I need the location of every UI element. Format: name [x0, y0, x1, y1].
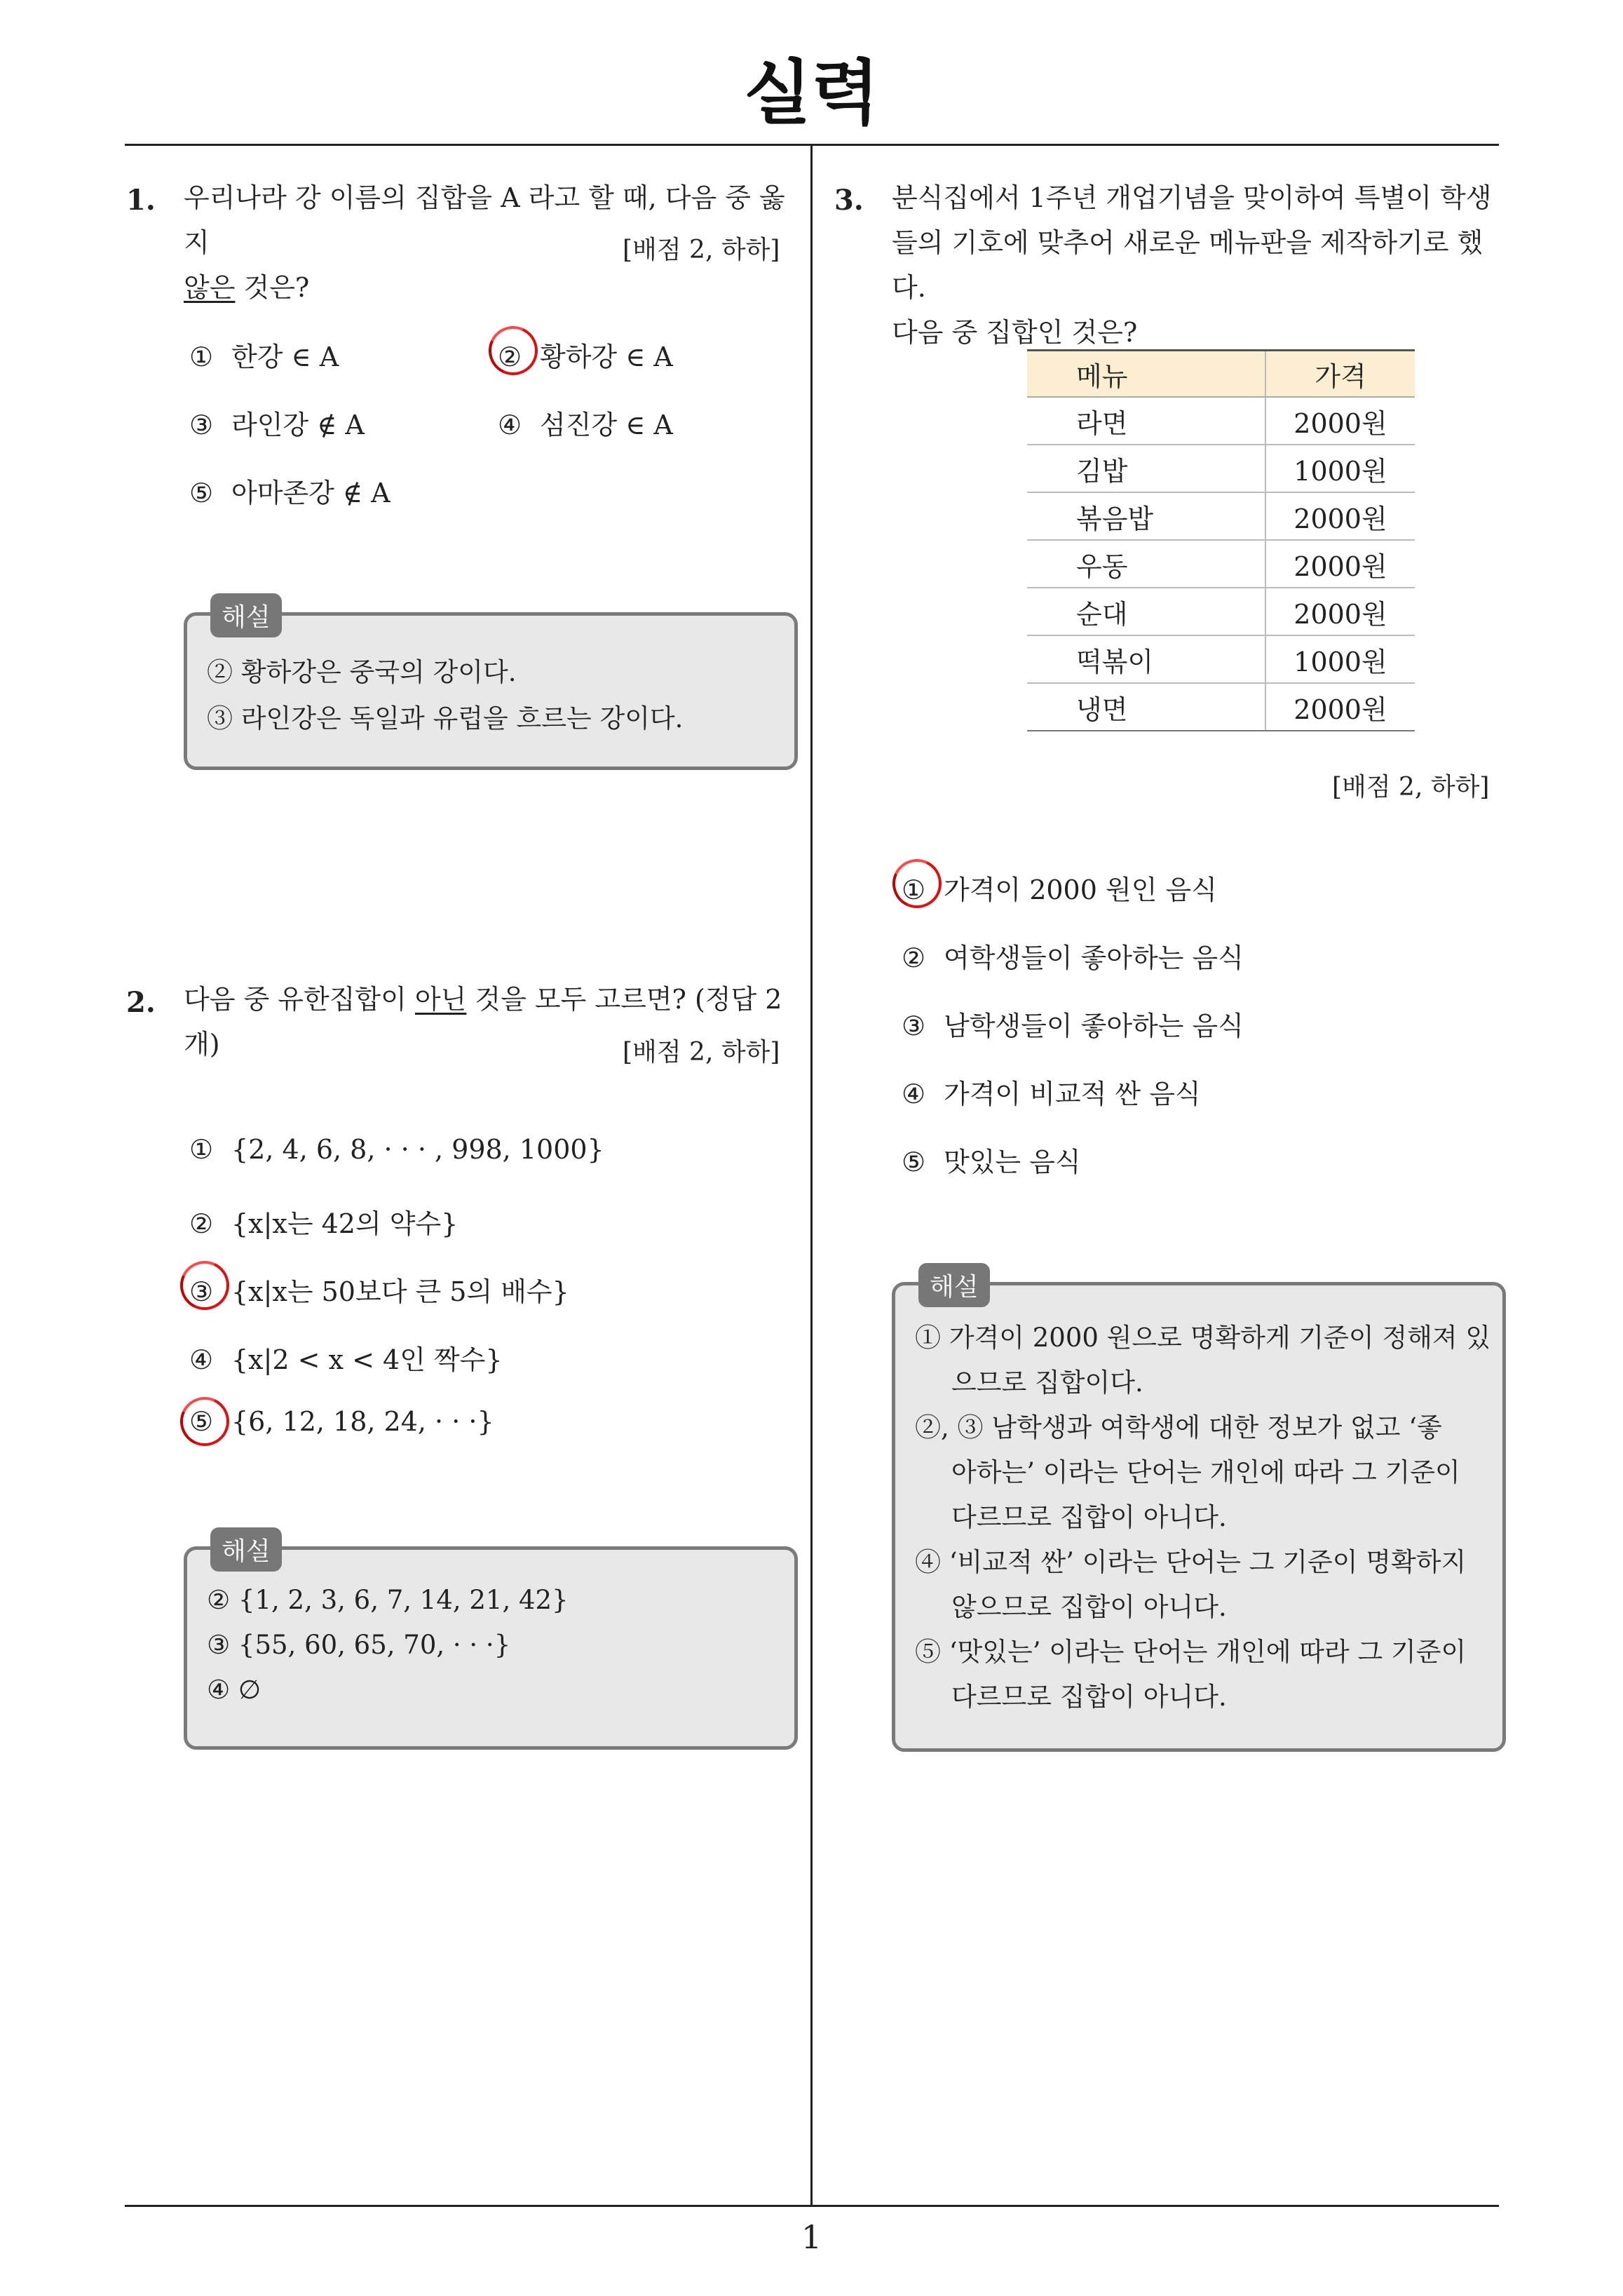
column-header-price: 가격 — [1265, 351, 1415, 398]
option-text: 황하강 ∈ A — [540, 342, 673, 372]
option-text: 아마존강 ∉ A — [231, 478, 391, 508]
option-4[interactable] — [498, 403, 673, 442]
menu-cell: 냉면 — [1027, 683, 1265, 731]
option-4[interactable] — [902, 1072, 1201, 1111]
option-4[interactable] — [189, 1338, 503, 1377]
price-cell: 1000원 — [1265, 635, 1415, 683]
option-5[interactable] — [189, 471, 391, 510]
explanation-line: 다르므로 집합이 아니다. — [951, 1682, 1227, 1712]
menu-cell: 떡볶이 — [1027, 635, 1265, 683]
option-number: ⑤ — [189, 478, 214, 508]
explanation-tag: 해설 — [210, 1527, 282, 1572]
column-header-menu: 메뉴 — [1027, 351, 1265, 398]
option-2[interactable] — [902, 936, 1244, 975]
option-number: ③ — [189, 410, 214, 440]
option-3[interactable] — [189, 1270, 569, 1309]
table-row — [1027, 588, 1415, 635]
menu-cell: 우동 — [1027, 540, 1265, 588]
question-line: 개) — [184, 1029, 220, 1060]
option-1[interactable] — [189, 335, 339, 374]
option-text: {2, 4, 6, 8, · · · , 998, 1000} — [231, 1134, 604, 1165]
question-text-pre: 다음 중 유한집합이 — [184, 984, 415, 1015]
option-text: {x|x는 50보다 큰 5의 배수} — [231, 1276, 569, 1307]
question-number: 2. — [126, 986, 156, 1019]
explanation-box — [184, 1546, 798, 1750]
table-row — [1027, 397, 1415, 445]
price-cell: 2000원 — [1265, 540, 1415, 588]
option-text: {x|2 < x < 4인 짝수} — [231, 1344, 503, 1375]
option-text: 가격이 비교적 싼 음식 — [944, 1079, 1201, 1109]
option-2[interactable] — [189, 1202, 458, 1241]
question-line: 분식집에서 1주년 개업기념을 맞이하여 특별이 학생 — [892, 182, 1492, 213]
option-text: 가격이 2000 원인 음식 — [944, 874, 1217, 905]
explanation-line: ④ ∅ — [207, 1675, 262, 1705]
page-number: 1 — [801, 2218, 822, 2256]
option-text: 남학생들이 좋아하는 음식 — [944, 1011, 1244, 1041]
question-number: 3. — [834, 184, 864, 217]
option-text: {x|x는 42의 약수} — [231, 1208, 459, 1239]
option-text: 여학생들이 좋아하는 음식 — [944, 943, 1244, 973]
table-row — [1027, 492, 1415, 540]
explanation-line: 으므로 집합이다. — [951, 1368, 1143, 1398]
option-number: ② — [902, 943, 926, 973]
question-line — [184, 977, 801, 1022]
option-number: ① — [902, 874, 926, 905]
price-cell: 2000원 — [1265, 492, 1415, 540]
question-line: 들의 기호에 맞추어 새로운 메뉴판을 제작하기로 했다. — [892, 227, 1483, 303]
option-1[interactable] — [189, 1134, 604, 1165]
table-row — [1027, 445, 1415, 492]
question-line: 우리나라 강 이름의 집합을 A 라고 할 때, 다음 중 옳지 — [184, 182, 785, 258]
option-3[interactable] — [902, 1004, 1244, 1043]
question-number: 1. — [126, 184, 156, 217]
option-number: ④ — [902, 1079, 926, 1109]
explanation-line: ① 가격이 2000 원으로 명확하게 기준이 정해져 있 — [915, 1323, 1491, 1353]
question-line: 다음 중 집합인 것은? — [892, 317, 1138, 348]
menu-table — [1027, 349, 1415, 731]
table-row — [1027, 683, 1415, 731]
menu-cell: 순대 — [1027, 588, 1265, 635]
option-number: ④ — [189, 1344, 214, 1375]
explanation-line: 다르므로 집합이 아니다. — [951, 1502, 1227, 1532]
explanation-line: ③ 라인강은 독일과 유럽을 흐르는 강이다. — [207, 703, 684, 734]
option-number: ④ — [498, 410, 522, 440]
option-5[interactable] — [902, 1140, 1081, 1179]
explanation-line: ④ ‘비교적 싼’ 이라는 단어는 그 기준이 명확하지 — [915, 1547, 1467, 1577]
price-cell: 2000원 — [1265, 397, 1415, 445]
option-text: 맛있는 음식 — [944, 1147, 1081, 1177]
question-line — [184, 265, 801, 310]
option-number: ⑤ — [189, 1406, 214, 1437]
score-label: [배점 2, 하하] — [1332, 773, 1490, 802]
table-row — [1027, 635, 1415, 683]
column-divider — [810, 146, 813, 2206]
question-text — [892, 175, 1502, 355]
option-number: ③ — [902, 1011, 926, 1041]
option-3[interactable] — [189, 403, 365, 442]
menu-cell: 볶음밥 — [1027, 492, 1265, 540]
explanation-line: ⑤ ‘맛있는’ 이라는 단어는 개인에 따라 그 기준이 — [915, 1637, 1467, 1667]
question-text-post: 것을 모두 고르면? (정답 2 — [466, 984, 782, 1015]
answer-circle-mark — [173, 1390, 236, 1453]
explanation-box — [892, 1282, 1506, 1752]
explanation-line: 아하는’ 이라는 단어는 개인에 따라 그 기준이 — [951, 1457, 1460, 1487]
question-text-rest: 것은? — [235, 272, 310, 303]
option-number: ② — [498, 342, 522, 372]
menu-cell: 김밥 — [1027, 445, 1265, 492]
option-5[interactable] — [189, 1406, 494, 1437]
explanation-line: ②, ③ 남학생과 여학생에 대한 정보가 없고 ‘좋 — [915, 1412, 1442, 1443]
option-number: ① — [189, 342, 214, 372]
score-label: [배점 2, 하하] — [623, 1038, 780, 1067]
option-1[interactable] — [902, 868, 1217, 907]
option-text: 라인강 ∉ A — [231, 410, 365, 440]
explanation-tag: 해설 — [210, 593, 282, 637]
price-cell: 1000원 — [1265, 445, 1415, 492]
page-title: 실력 — [743, 52, 880, 134]
underlined-word: 아닌 — [414, 984, 467, 1015]
option-text: {6, 12, 18, 24, · · ·} — [231, 1406, 494, 1437]
table-row — [1027, 540, 1415, 588]
menu-cell: 라면 — [1027, 397, 1265, 445]
bottom-rule — [125, 2205, 1499, 2207]
explanation-tag: 해설 — [918, 1263, 990, 1307]
option-number: ② — [189, 1208, 214, 1239]
price-cell: 2000원 — [1265, 683, 1415, 731]
price-cell: 2000원 — [1265, 588, 1415, 635]
option-text: 섬진강 ∈ A — [540, 410, 673, 440]
option-text: 한강 ∈ A — [231, 342, 339, 372]
underlined-word: 않은 — [184, 272, 236, 303]
option-number: ⑤ — [902, 1147, 926, 1177]
explanation-line: ③ {55, 60, 65, 70, · · ·} — [207, 1630, 511, 1660]
option-number: ① — [189, 1134, 214, 1165]
explanation-line: ② 황하강은 중국의 강이다. — [207, 657, 517, 687]
option-number: ③ — [189, 1276, 214, 1307]
explanation-line: ② {1, 2, 3, 6, 7, 14, 21, 42} — [207, 1585, 569, 1615]
score-label: [배점 2, 하하] — [623, 236, 780, 264]
table-header-row — [1027, 351, 1415, 398]
explanation-line: 않으므로 집합이 아니다. — [951, 1592, 1227, 1622]
